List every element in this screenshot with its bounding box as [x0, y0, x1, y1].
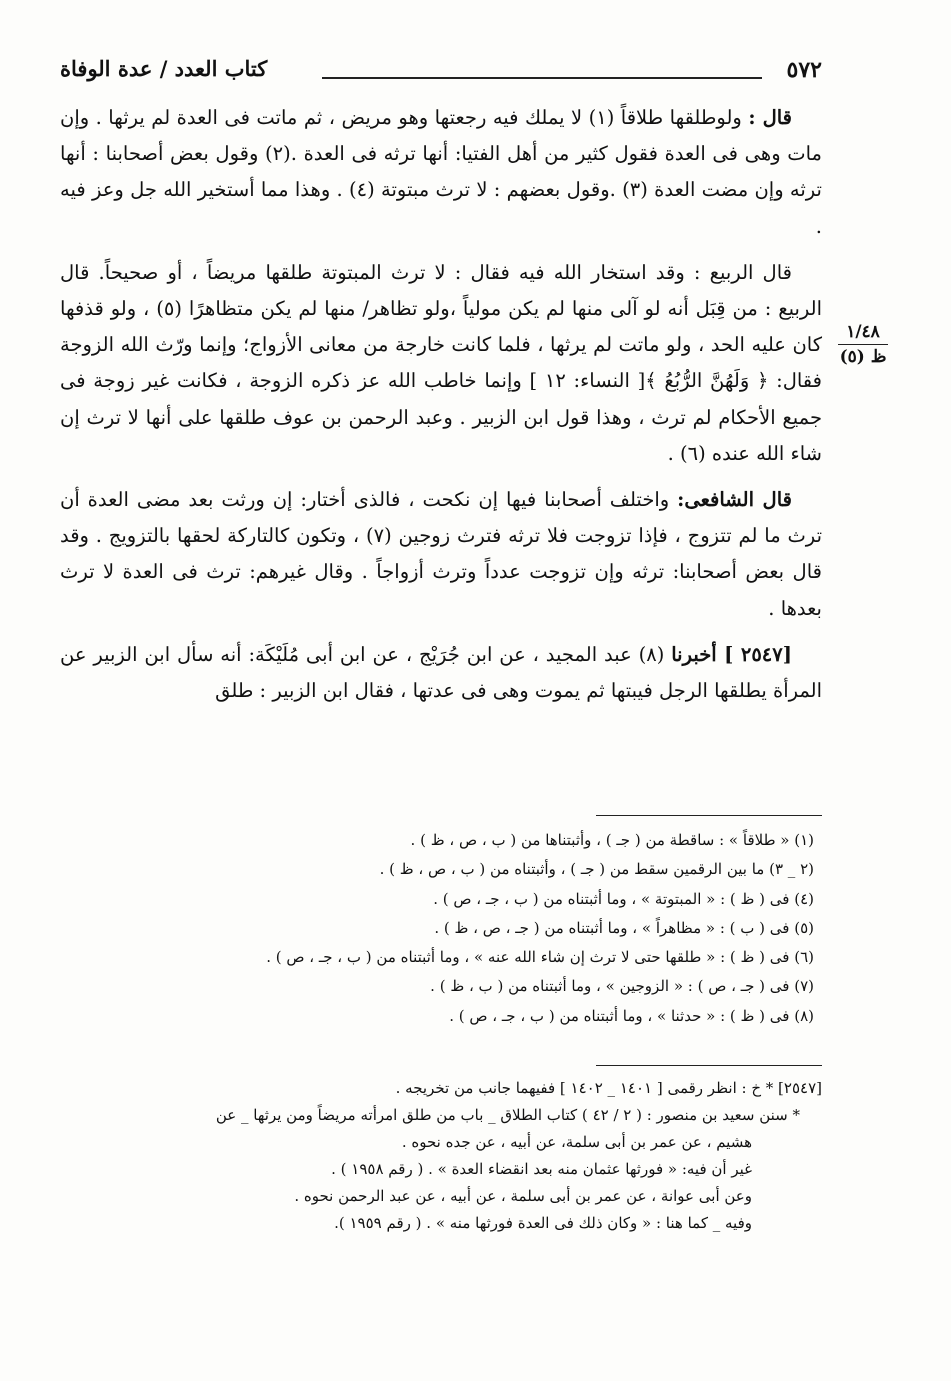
footnote: (٨) فى ( ظ ) : « حدثنا » ، وما أثبتناه من ( ب ، جـ ، ص ) .: [449, 1006, 814, 1025]
takhrij-line: [٢٥٤٧] * خ : انظر رقمى [ ١٤٠١ _ ١٤٠٢ ] ففيهما جانب من تخريجه .: [395, 1079, 822, 1097]
takhrij-notes: [60, 1075, 822, 1237]
footnote: (٥) فى ( ب ) : « مظاهراً » ، وما أثبتناه من ( جـ ، ص ، ظ ) .: [434, 918, 814, 937]
footnotes: [60, 826, 822, 1031]
paragraph: [60, 255, 822, 472]
takhrij-divider: [596, 1065, 822, 1066]
paragraph-lead: قال الشافعى:: [677, 488, 792, 512]
footnote: (٧) فى ( جـ ، ص ) : « الزوجين » ، وما أثبتناه من ( ب ، ظ ) .: [430, 977, 814, 996]
page-header: [60, 55, 822, 89]
takhrij-line: وفيه _ كما هنا : « وكان ذلك فى العدة فورثها منه » . ( رقم ١٩٥٩ ).: [334, 1214, 752, 1232]
footnote: (١) « طلاقاً » : ساقطة من ( جـ ) ، وأثبتناها من ( ب ، ص ، ظ ) .: [410, 831, 814, 849]
takhrij-line: * سنن سعيد بن منصور : ( ٢ / ٤٢ ) كتاب الطلاق _ باب من طلق امرأته مريضاً ومن يرثها _ عن: [215, 1106, 800, 1124]
running-title: كتاب العدد / عدة الوفاة: [60, 56, 268, 81]
footnote: (٤) فى ( ظ ) : « المبتوتة » ، وما أثبتناه من ( ب ، جـ ، ص ) .: [433, 889, 814, 908]
paragraph-lead: قال :: [748, 106, 792, 129]
paragraph-text: قال الربيع : وقد استخار الله فيه فقال : لا ترث المبتوتة طلقها مريضاً ، أو صحيحاً. قال الربيع : من قِبَل أنه لو آلى منها لم يكن مولياً ،ولو تظاهر/ منها لم يكن متظاهرًا (٥) ، ولو قذفها كان عليه الحد ، ولو ماتت لم يرثها ، فلما كانت خارجة من معانى الأزواج؛ وإنما ورّث الله الزوجة فقال: ﴿ وَلَهُنَّ الرُّبُعُ ﴾[ النساء: ١٢ ] وإنما خاطب الله عز ذكره الزوجة ، فكانت غير زوجة فى جميع الأحكام لم ترث ، وهذا قول ابن الزبير . وعبد الرحمن بن عوف طلقها على أنها لا ترث إن شاء الله عنده (٦) .: [60, 260, 822, 465]
folio-source: ظ (٥): [839, 347, 887, 367]
page-number: ٥٧٢: [786, 57, 822, 83]
paragraph: [60, 100, 822, 245]
footnote: (٦) فى ( ظ ) : « طلقها حتى لا ترث إن شاء الله عنه » ، وما أثبتناه من ( ب ، جـ ، ص ) .: [266, 948, 814, 967]
folio-number: ١/٤٨: [838, 322, 888, 345]
takhrij-line: غير أن فيه: « فورثها عثمان منه بعد انقضاء العدة » . ( رقم ١٩٥٨ ) .: [331, 1160, 752, 1178]
paragraph-lead: [٢٥٤٧ ] أخبرنا: [671, 642, 792, 666]
manuscript-folio-reference: [838, 322, 888, 367]
header-rule: [322, 77, 762, 79]
takhrij-line: وعن أبى عوانة ، عن عمر بن أبى سلمة ، عن أبيه ، عن عبد الرحمن نحوه .: [294, 1187, 752, 1205]
paragraph-text: ولوطلقها طلاقاً (١) لا يملك فيه رجعتها وهو مريض ، ثم ماتت فى العدة لم يرثها . وإن مات وهى فى العدة فقول كثير من أهل الفتيا: أنها ترثه فى العدة .(٢) وقول بعض أصحابنا : أنها ترثه وإن مضت العدة (٣) .وقول بعضهم : لا ترث مبتوتة (٤) . وهذا مما أستخير الله جل وعز فيه .: [60, 106, 822, 238]
footnotes-divider: [596, 815, 822, 816]
takhrij-line: هشيم ، عن عمر بن أبى سلمة، عن أبيه ، عن جده نحوه .: [401, 1133, 752, 1151]
paragraph: [60, 637, 822, 709]
paragraph-text: واختلف أصحابنا فيها إن نكحت ، فالذى أختار: إن ورثت بعد مضى العدة أن ترث ما لم تتزوج ، فإذا تزوجت فلا ترثه فترث زوجين (٧) ، وتكون كالتاركة لحقها بالتزويج . وقد قال بعض أصحابنا: ترثه وإن تزوجت عدداً وترث أزواجاً . وقال غيرهم: ترث فى العدة لا ترث بعدها .: [60, 488, 822, 620]
paragraph-text: (٨) عبد المجيد ، عن ابن جُرَيْج ، عن ابن أبى مُلَيْكَة: أنه سأل ابن الزبير عن المرأة يطلقها الرجل فيبتها ثم يموت وهى فى عدتها ، فقال ابن الزبير : طلق: [60, 642, 822, 703]
main-text: [60, 100, 822, 719]
footnote: (٢ _ ٣) ما بين الرقمين سقط من ( جـ ) ، وأثبتناه من ( ب ، ص ، ظ ) .: [379, 860, 814, 879]
paragraph: [60, 482, 822, 627]
